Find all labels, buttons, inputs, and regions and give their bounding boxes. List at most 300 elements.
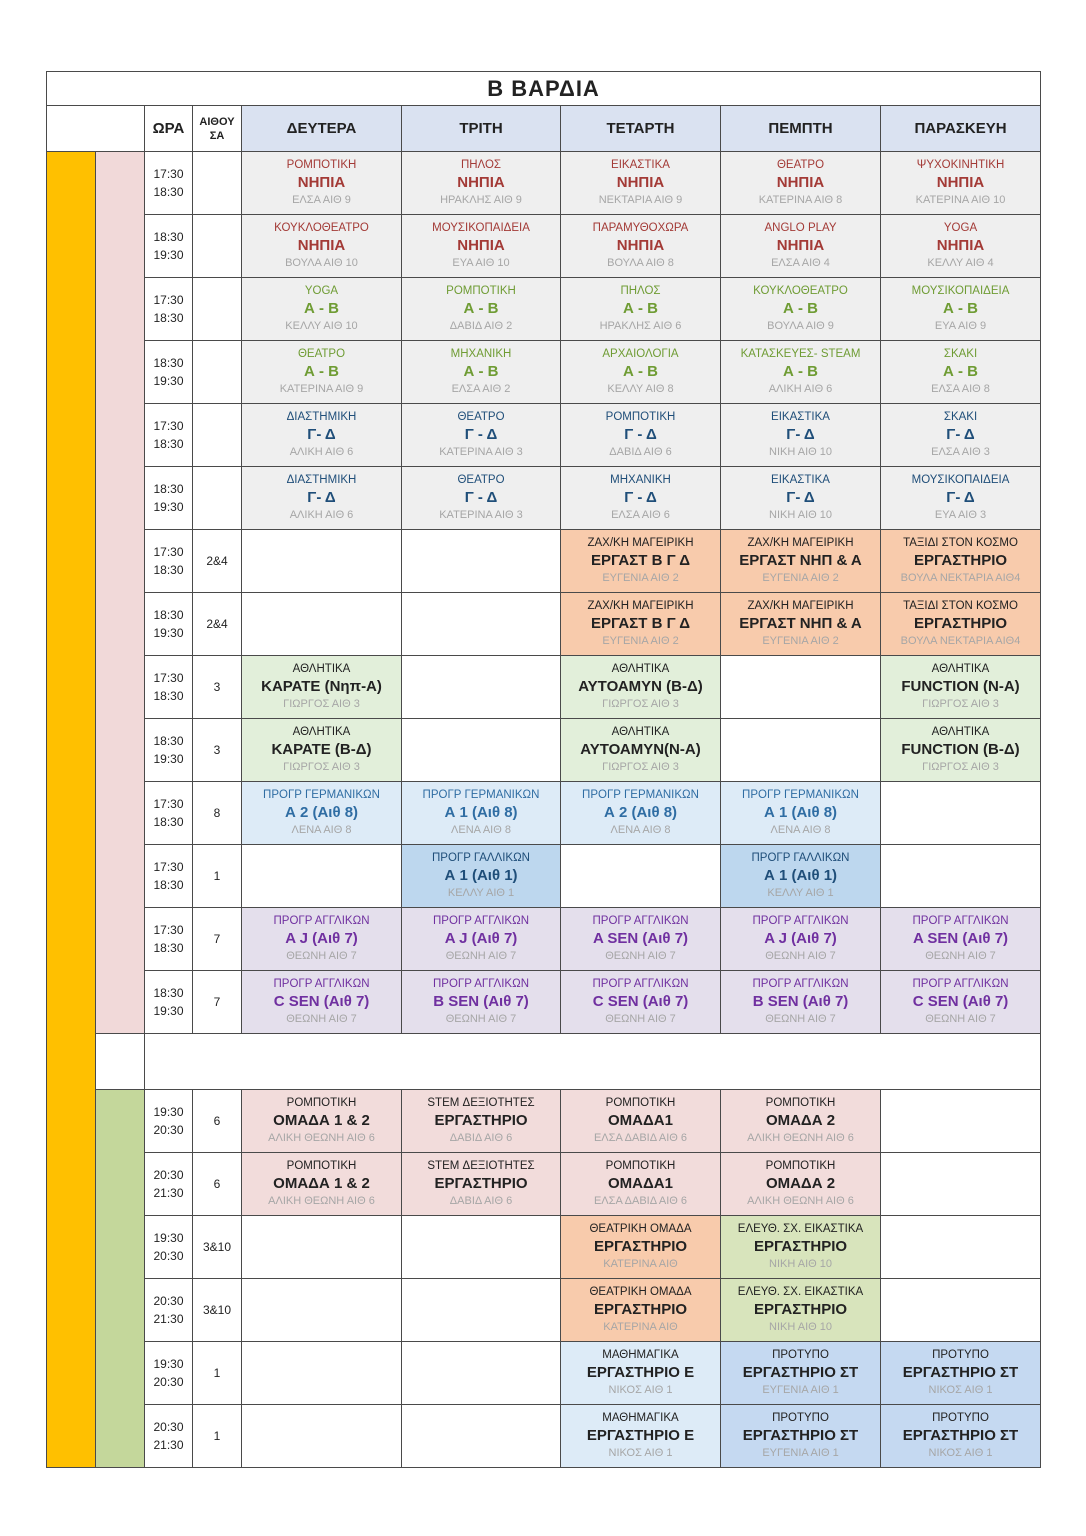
activity-name: ΜΗΧΑΝΙΚΗ (610, 474, 671, 486)
class-cell (242, 1405, 402, 1468)
teacher-room: ΓΙΩΡΓΟΣ ΑΙΘ 3 (283, 761, 360, 773)
class-cell (561, 1342, 721, 1405)
group-name: Α 1 (Αιθ 8) (444, 804, 518, 821)
class-cell (561, 341, 721, 404)
teacher-room: ΕΥΑ ΑΙΘ 10 (452, 257, 510, 269)
time-end: 18:30 (153, 185, 184, 199)
main-time-bar (47, 152, 96, 1468)
time-slot-cell (145, 215, 193, 278)
activity-name: ΠΡΟΓΡ ΓΕΡΜΑΝΙΚΩΝ (263, 789, 380, 801)
class-cell (721, 593, 881, 656)
class-cell (721, 1216, 881, 1279)
teacher-room: ΕΥΓΕΝΙΑ ΑΙΘ 1 (762, 1384, 839, 1396)
activity-name: ΠΡΟΓΡ ΑΓΓΛΙΚΩΝ (592, 978, 689, 990)
header-day-friday: ΠΑΡΑΣΚΕΥΗ (881, 106, 1041, 152)
time-slot-cell (145, 908, 193, 971)
class-cell (881, 908, 1041, 971)
group-name: Α - Β (623, 363, 658, 380)
class-cell (881, 278, 1041, 341)
class-cell (881, 1153, 1041, 1216)
class-cell (881, 1405, 1041, 1468)
room-cell: 2&4 (193, 593, 242, 656)
group-name: ΕΡΓΑΣΤΗΡΙΟ (753, 1301, 848, 1318)
group-name: Α - Β (943, 300, 978, 317)
time-start: 17:30 (153, 860, 184, 874)
group-name: ΕΡΓΑΣΤΗΡΙΟ (434, 1112, 528, 1129)
teacher-room: ΑΛΙΚΗ ΘΕΩΝΗ ΑΙΘ 6 (747, 1195, 854, 1207)
time-start: 18:30 (153, 986, 184, 1000)
time-slot-cell (145, 152, 193, 215)
room-cell: 7 (193, 971, 242, 1034)
activity-name: ΠΡΟΓΡ ΓΑΛΛΙΚΩΝ (432, 852, 530, 864)
time-start: 17:30 (153, 923, 184, 937)
teacher-room: ΑΛΙΚΗ ΑΙΘ 6 (289, 446, 354, 458)
table-row (47, 404, 1041, 467)
group-name: A SEN (Αιθ 7) (592, 930, 689, 947)
room-cell (193, 215, 242, 278)
group-name: ΕΡΓΑΣΤΗΡΙΟ (913, 552, 1008, 569)
teacher-room: ΑΛΙΚΗ ΑΙΘ 6 (768, 383, 833, 395)
teacher-room: ΝΙΚΗ ΑΙΘ 10 (769, 1321, 832, 1333)
class-cell (881, 845, 1041, 908)
class-cell (242, 782, 402, 845)
class-cell (881, 530, 1041, 593)
group-name: Α - Β (304, 363, 339, 380)
group-name: Γ- Δ (307, 426, 336, 443)
activity-name: ΘΕΑΤΡΟ (776, 159, 825, 171)
class-cell (881, 152, 1041, 215)
teacher-room: ΝΙΚΗ ΑΙΘ 10 (769, 1258, 832, 1270)
table-row (47, 719, 1041, 782)
class-cell (881, 467, 1041, 530)
class-cell (402, 215, 561, 278)
time-start: 19:30 (153, 1357, 184, 1371)
class-cell (881, 1216, 1041, 1279)
time-end: 18:30 (153, 689, 184, 703)
activity-name: ΡΟΜΠΟΤΙΚΗ (605, 1160, 676, 1172)
activity-name: ΠΡΟΓΡ ΓΕΡΜΑΝΙΚΩΝ (422, 789, 540, 801)
activity-name: ΜΗΧΑΝΙΚΗ (450, 348, 512, 360)
room-cell (193, 278, 242, 341)
class-cell (561, 971, 721, 1034)
class-cell (402, 656, 561, 719)
class-cell (721, 152, 881, 215)
time-end: 20:30 (153, 1123, 184, 1137)
class-cell (561, 152, 721, 215)
activity-name: ΑΘΛΗΤΙΚΑ (931, 726, 990, 738)
activity-name: ΜΑΘΗΜΑΓΙΚΑ (602, 1349, 679, 1361)
class-cell (402, 782, 561, 845)
group-name: A J (Αιθ 7) (444, 930, 518, 947)
room-cell: 3 (193, 656, 242, 719)
class-cell (242, 467, 402, 530)
schedule-title: Β ΒΑΡΔΙΑ (47, 72, 1041, 106)
activity-name: ΠΡΟΓΡ ΑΓΓΛΙΚΩΝ (912, 978, 1009, 990)
spacer-row (47, 1034, 1041, 1090)
activity-name: ΣΚΑΚΙ (943, 348, 978, 360)
activity-name: ΚΟΥΚΛΟΘΕΑΤΡΟ (753, 285, 848, 297)
activity-name: ΑΘΛΗΤΙΚΑ (292, 663, 351, 675)
teacher-room: ΔΑΒΙΔ ΑΙΘ 2 (449, 320, 513, 332)
room-cell (193, 467, 242, 530)
activity-name: ΠΡΟΤΥΠΟ (932, 1349, 989, 1361)
room-cell: 2&4 (193, 530, 242, 593)
teacher-room: ΝΙΚΗ ΑΙΘ 10 (769, 509, 832, 521)
group-name: ΟΜΑΔΑ 1 & 2 (273, 1175, 370, 1192)
time-start: 17:30 (153, 797, 184, 811)
activity-name: ΚΟΥΚΛΟΘΕΑΤΡΟ (274, 222, 369, 234)
class-cell (561, 782, 721, 845)
time-end: 18:30 (153, 815, 184, 829)
room-cell: 8 (193, 782, 242, 845)
teacher-room: ΚΕΛΛΥ ΑΙΘ 10 (285, 320, 358, 332)
class-cell (242, 845, 402, 908)
teacher-room: ΕΥΓΕΝΙΑ ΑΙΘ 2 (762, 572, 839, 584)
class-cell (721, 1279, 881, 1342)
activity-name: ΠΗΛΟΣ (620, 285, 661, 297)
group-name: A SEN (Αιθ 7) (912, 930, 1009, 947)
group-name: ΕΡΓΑΣΤΗΡΙΟ ΣΤ (742, 1427, 859, 1444)
class-cell (242, 1090, 402, 1153)
class-cell (561, 530, 721, 593)
teacher-room: ΕΛΣΑ ΑΙΘ 8 (931, 383, 990, 395)
time-start: 18:30 (153, 482, 184, 496)
activity-name: ΕΛΕΥΘ. ΣΧ. ΕΙΚΑΣΤΙΚΑ (737, 1286, 864, 1298)
teacher-room: ΑΛΙΚΗ ΘΕΩΝΗ ΑΙΘ 6 (268, 1195, 375, 1207)
room-cell: 3 (193, 719, 242, 782)
class-cell (561, 1153, 721, 1216)
title-row (47, 72, 1041, 106)
teacher-room: ΘΕΩΝΗ ΑΙΘ 7 (765, 950, 836, 962)
teacher-room: ΕΛΣΑ ΔΑΒΙΔ ΑΙΘ 6 (593, 1132, 688, 1144)
group-name: ΝΗΠΙΑ (936, 174, 985, 191)
activity-name: ΡΟΜΠΟΤΙΚΗ (765, 1160, 836, 1172)
group-name: ΟΜΑΔΑ 2 (765, 1175, 836, 1192)
class-cell (402, 1405, 561, 1468)
header-room: ΑΙΘΟΥ ΣΑ (193, 106, 242, 152)
teacher-room: ΕΛΣΑ ΔΑΒΙΔ ΑΙΘ 6 (593, 1195, 688, 1207)
time-slot-cell (145, 1153, 193, 1216)
activity-name: ΕΛΕΥΘ. ΣΧ. ΕΙΚΑΣΤΙΚΑ (737, 1223, 864, 1235)
time-start: 17:30 (153, 419, 184, 433)
activity-name: ΠΡΟΓΡ ΓΑΛΛΙΚΩΝ (751, 852, 850, 864)
time-start: 18:30 (153, 230, 184, 244)
table-row (47, 1279, 1041, 1342)
class-cell (721, 1153, 881, 1216)
group-name: ΕΡΓΑΣΤΗΡΙΟ (434, 1175, 528, 1192)
room-cell (193, 404, 242, 467)
activity-name: ΠΡΟΓΡ ΓΕΡΜΑΝΙΚΩΝ (582, 789, 699, 801)
class-cell (402, 404, 561, 467)
group-name: Α - Β (943, 363, 978, 380)
teacher-room: ΕΛΣΑ ΑΙΘ 4 (771, 257, 830, 269)
group-name: Γ - Δ (464, 489, 498, 506)
class-cell (721, 719, 881, 782)
teacher-room: ΓΙΩΡΓΟΣ ΑΙΘ 3 (922, 761, 999, 773)
group-name: ΕΡΓΑΣΤ Β Γ Δ (591, 552, 690, 569)
class-cell (242, 530, 402, 593)
group-name: C SEN (Αιθ 7) (273, 993, 370, 1010)
activity-name: ΠΡΟΤΥΠΟ (932, 1412, 989, 1424)
activity-name: ΠΗΛΟΣ (460, 159, 502, 171)
time-slot-cell (145, 1405, 193, 1468)
time-end: 19:30 (153, 626, 184, 640)
activity-name: ΡΟΜΠΟΤΙΚΗ (446, 285, 516, 297)
activity-name: ΠΡΟΤΥΠΟ (772, 1412, 829, 1424)
time-slot-cell (145, 656, 193, 719)
time-slot-cell (145, 782, 193, 845)
activity-name: ΕΙΚΑΣΤΙΚΑ (611, 159, 670, 171)
time-start: 18:30 (153, 356, 184, 370)
class-cell (402, 845, 561, 908)
time-end: 21:30 (153, 1186, 184, 1200)
class-cell (402, 593, 561, 656)
activity-name: ΡΟΜΠΟΤΙΚΗ (605, 411, 676, 423)
activity-name: ΜΟΥΣΙΚΟΠΑΙΔΕΙΑ (432, 222, 530, 234)
activity-name: ΠΡΟΓΡ ΑΓΓΛΙΚΩΝ (432, 915, 529, 927)
time-slot-cell (145, 404, 193, 467)
teacher-room: ΛΕΝΑ ΑΙΘ 8 (610, 824, 671, 836)
class-cell (721, 530, 881, 593)
table-row (47, 971, 1041, 1034)
class-cell (242, 908, 402, 971)
group-name: ΕΡΓΑΣΤΗΡΙΟ Ε (586, 1364, 695, 1381)
class-cell (881, 341, 1041, 404)
teacher-room: ΕΛΣΑ ΑΙΘ 6 (611, 509, 670, 521)
class-cell (721, 845, 881, 908)
class-cell (561, 719, 721, 782)
group-name: Α - Β (463, 300, 499, 317)
class-cell (721, 1405, 881, 1468)
teacher-room: ΘΕΩΝΗ ΑΙΘ 7 (286, 1013, 357, 1025)
class-cell (721, 1090, 881, 1153)
schedule-table (46, 71, 1041, 1468)
activity-name: ΠΡΟΓΡ ΑΓΓΛΙΚΩΝ (752, 978, 849, 990)
teacher-room: ΘΕΩΝΗ ΑΙΘ 7 (445, 1013, 517, 1025)
group-name: Α 1 (Αιθ 1) (444, 867, 518, 884)
time-slot-cell (145, 1279, 193, 1342)
activity-name: ΑΘΛΗΤΙΚΑ (611, 726, 670, 738)
teacher-room: ΝΙΚΟΣ ΑΙΘ 1 (608, 1384, 673, 1396)
teacher-room: ΚΑΤΕΡΙΝΑ ΑΙΘ (603, 1321, 678, 1333)
activity-name: ΖΑΧ/ΚΗ ΜΑΓΕΙΡΙΚΗ (587, 537, 694, 549)
teacher-room: ΓΙΩΡΓΟΣ ΑΙΘ 3 (922, 698, 999, 710)
time-start: 18:30 (153, 608, 184, 622)
group-name: ΕΡΓΑΣΤΗΡΙΟ (593, 1238, 688, 1255)
time-end: 21:30 (153, 1312, 184, 1326)
time-slot-cell (145, 278, 193, 341)
class-cell (561, 1090, 721, 1153)
teacher-room: ΚΕΛΛΥ ΑΙΘ 1 (767, 887, 834, 899)
group-name: Γ- Δ (307, 489, 336, 506)
teacher-room: ΕΥΓΕΝΙΑ ΑΙΘ 2 (602, 635, 679, 647)
activity-name: ΤΑΞΙΔΙ ΣΤΟΝ ΚΟΣΜΟ (903, 537, 1018, 549)
activity-name: ΜΟΥΣΙΚΟΠΑΙΔΕΙΑ (911, 285, 1010, 297)
room-cell: 7 (193, 908, 242, 971)
room-cell (193, 152, 242, 215)
header-day-thursday: ΠΕΜΠΤΗ (721, 106, 881, 152)
table-row (47, 152, 1041, 215)
time-start: 19:30 (153, 1105, 184, 1119)
group-name: ΕΡΓΑΣΤΗΡΙΟ (593, 1301, 688, 1318)
class-cell (402, 1342, 561, 1405)
teacher-room: ΘΕΩΝΗ ΑΙΘ 7 (605, 1013, 676, 1025)
teacher-room: ΚΕΛΛΥ ΑΙΘ 4 (927, 257, 994, 269)
activity-name: ΠΡΟΓΡ ΑΓΓΛΙΚΩΝ (273, 915, 370, 927)
group-name: ΚΑΡΑΤΕ (Β-Δ) (271, 741, 372, 758)
activity-name: ΠΡΟΓΡ ΑΓΓΛΙΚΩΝ (592, 915, 689, 927)
class-cell (242, 719, 402, 782)
class-cell (721, 971, 881, 1034)
teacher-room: ΚΕΛΛΥ ΑΙΘ 1 (447, 887, 515, 899)
class-cell (402, 971, 561, 1034)
class-cell (721, 215, 881, 278)
time-slot-cell (145, 719, 193, 782)
activity-name: ΖΑΧ/ΚΗ ΜΑΓΕΙΡΙΚΗ (747, 537, 854, 549)
activity-name: ΑΘΛΗΤΙΚΑ (611, 663, 670, 675)
activity-name: ΨΥΧΟΚΙΝΗΤΙΚΗ (916, 159, 1005, 171)
activity-name: ΡΟΜΠΟΤΙΚΗ (286, 1160, 357, 1172)
class-cell (402, 1090, 561, 1153)
activity-name: ΘΕΑΤΡΙΚΗ ΟΜΑΔΑ (589, 1223, 692, 1235)
activity-name: ΔΙΑΣΤΗΜΙΚΗ (286, 474, 357, 486)
teacher-room: ΚΑΤΕΡΙΝΑ ΑΙΘ 3 (439, 509, 523, 521)
class-cell (881, 404, 1041, 467)
class-cell (402, 467, 561, 530)
activity-name: ΑΘΛΗΤΙΚΑ (292, 726, 351, 738)
room-cell: 6 (193, 1153, 242, 1216)
time-start: 19:30 (153, 1231, 184, 1245)
time-slot-cell (145, 593, 193, 656)
time-slot-cell (145, 971, 193, 1034)
group-name: Α 1 (Αιθ 1) (763, 867, 838, 884)
room-cell: 6 (193, 1090, 242, 1153)
teacher-room: ΒΟΥΛΑ ΑΙΘ 9 (767, 320, 834, 332)
time-slot-cell (145, 1216, 193, 1279)
group-name: ΕΡΓΑΣΤΗΡΙΟ Ε (586, 1427, 695, 1444)
activity-name: ΘΕΑΤΡΟ (457, 474, 505, 486)
group-name: ΟΜΑΔΑ 2 (765, 1112, 836, 1129)
teacher-room: ΗΡΑΚΛΗΣ ΑΙΘ 6 (599, 320, 682, 332)
teacher-room: ΝΙΚΟΣ ΑΙΘ 1 (608, 1447, 673, 1459)
activity-name: ΘΕΑΤΡΙΚΗ ΟΜΑΔΑ (589, 1286, 692, 1298)
class-cell (881, 1279, 1041, 1342)
teacher-room: ΛΕΝΑ ΑΙΘ 8 (291, 824, 352, 836)
class-cell (242, 971, 402, 1034)
time-end: 18:30 (153, 878, 184, 892)
teacher-room: ΕΥΑ ΑΙΘ 3 (934, 509, 987, 521)
table-row (47, 656, 1041, 719)
group-name: FUNCTION (Β-Δ) (901, 741, 1020, 758)
table-row (47, 1216, 1041, 1279)
activity-name: ΕΙΚΑΣΤΙΚΑ (771, 474, 830, 486)
teacher-room: ΛΕΝΑ ΑΙΘ 8 (451, 824, 511, 836)
teacher-room: ΝΙΚΟΣ ΑΙΘ 1 (928, 1447, 993, 1459)
class-cell (402, 1279, 561, 1342)
activity-name: ΕΙΚΑΣΤΙΚΑ (771, 411, 830, 423)
table-row (47, 782, 1041, 845)
class-cell (242, 278, 402, 341)
group-name: ΚΑΡΑΤΕ (Νηπ-Α) (261, 678, 382, 695)
time-start: 20:30 (153, 1294, 184, 1308)
class-cell (721, 908, 881, 971)
teacher-room: ΒΟΥΛΑ ΑΙΘ 8 (607, 257, 674, 269)
class-cell (561, 404, 721, 467)
spacer-cell (145, 1034, 1041, 1090)
activity-name: ΡΟΜΠΟΤΙΚΗ (765, 1097, 836, 1109)
group-name: ΟΜΑΔΑ1 (608, 1112, 673, 1129)
class-cell (402, 719, 561, 782)
group-name: Γ- Δ (786, 426, 815, 443)
teacher-room: ΒΟΥΛΑ ΝΕΚΤΑΡΙΑ ΑΙΘ4 (900, 572, 1021, 584)
teacher-room: ΔΑΒΙΔ ΑΙΘ 6 (449, 1195, 513, 1207)
spacer-cell (96, 1034, 145, 1090)
activity-name: ΖΑΧ/ΚΗ ΜΑΓΕΙΡΙΚΗ (587, 600, 694, 612)
class-cell (881, 656, 1041, 719)
group-name: Γ - Δ (464, 426, 498, 443)
class-cell (881, 215, 1041, 278)
class-cell (242, 656, 402, 719)
time-start: 17:30 (153, 167, 184, 181)
activity-name: ANGLO PLAY (764, 222, 837, 234)
header-day-wednesday: ΤΕΤΑΡΤΗ (561, 106, 721, 152)
class-cell (561, 1216, 721, 1279)
group-name: ΝΗΠΙΑ (297, 174, 346, 191)
table-row (47, 278, 1041, 341)
class-cell (881, 782, 1041, 845)
time-end: 20:30 (153, 1375, 184, 1389)
activity-name: ΑΡΧΑΙΟΛΟΓΙΑ (602, 348, 679, 360)
teacher-room: ΚΑΤΕΡΙΝΑ ΑΙΘ 3 (439, 446, 523, 458)
teacher-room: ΘΕΩΝΗ ΑΙΘ 7 (605, 950, 676, 962)
room-cell: 1 (193, 845, 242, 908)
time-end: 18:30 (153, 437, 184, 451)
header-hour: ΩΡΑ (145, 106, 193, 152)
group-name: C SEN (Αιθ 7) (592, 993, 689, 1010)
time-slot-cell (145, 1342, 193, 1405)
teacher-room: ΚΑΤΕΡΙΝΑ ΑΙΘ 8 (758, 194, 843, 206)
teacher-room: ΓΙΩΡΓΟΣ ΑΙΘ 3 (283, 698, 360, 710)
class-cell (242, 152, 402, 215)
table-row (47, 341, 1041, 404)
class-cell (402, 152, 561, 215)
teacher-room: ΕΥΓΕΝΙΑ ΑΙΘ 2 (602, 572, 679, 584)
table-row (47, 1405, 1041, 1468)
activity-name: ΚΑΤΑΣΚΕΥΕΣ- STEAM (740, 348, 861, 360)
group-name: Α 2 (Αιθ 8) (284, 804, 359, 821)
header-blank (47, 106, 145, 152)
group-name: Γ- Δ (946, 489, 975, 506)
activity-name: ΡΟΜΠΟΤΙΚΗ (286, 159, 357, 171)
group-name: ΕΡΓΑΣΤ ΝΗΠ & Α (739, 615, 862, 632)
table-row (47, 1090, 1041, 1153)
activity-name: ΘΕΑΤΡΟ (297, 348, 346, 360)
group-name: ΕΡΓΑΣΤΗΡΙΟ (753, 1238, 848, 1255)
teacher-room: ΑΛΙΚΗ ΑΙΘ 6 (289, 509, 354, 521)
group-name: C SEN (Αιθ 7) (912, 993, 1009, 1010)
class-cell (242, 1153, 402, 1216)
group-name: ΕΡΓΑΣΤ Β Γ Δ (591, 615, 690, 632)
block2-time-bar (96, 1090, 145, 1468)
time-end: 19:30 (153, 752, 184, 766)
group-name: B SEN (Αιθ 7) (752, 993, 849, 1010)
class-cell (402, 278, 561, 341)
header-row (47, 106, 1041, 152)
group-name: ΑΥΤΟΑΜΥΝ(Ν-Α) (580, 741, 701, 758)
teacher-room: ΕΛΣΑ ΑΙΘ 3 (931, 446, 990, 458)
group-name: ΕΡΓΑΣΤΗΡΙΟ (913, 615, 1008, 632)
activity-name: ΖΑΧ/ΚΗ ΜΑΓΕΙΡΙΚΗ (747, 600, 854, 612)
